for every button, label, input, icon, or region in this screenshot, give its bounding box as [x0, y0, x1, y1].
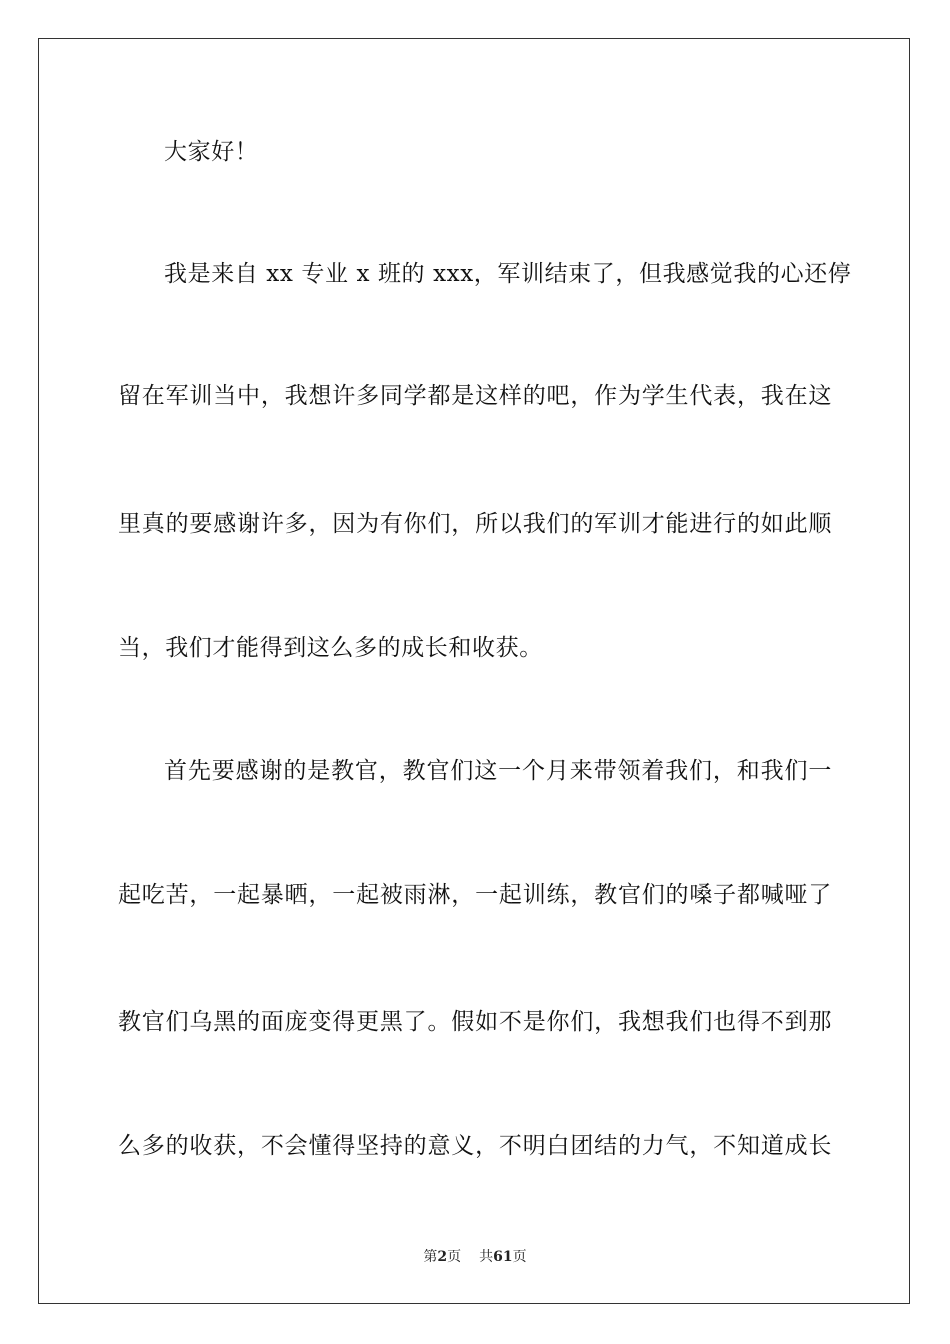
page-total-suffix: 页 [512, 1249, 527, 1265]
page-border [38, 38, 910, 1304]
paragraph-1-line-1: 我是来自 xx 专业 x 班的 xxx，军训结束了，但我感觉我的心还停 [164, 261, 852, 287]
paragraph-1-line-3: 里真的要感谢许多，因为有你们，所以我们的军训才能进行的如此顺 [118, 511, 832, 537]
page-total-prefix: 共 [479, 1249, 494, 1265]
page-number-current: 2 [437, 1249, 448, 1265]
page-total-count: 61 [493, 1249, 513, 1265]
page-number-suffix: 页 [447, 1249, 462, 1265]
paragraph-2-line-4: 么多的收获，不会懂得坚持的意义，不明白团结的力气，不知道成长 [118, 1133, 832, 1159]
paragraph-1-line-4: 当，我们才能得到这么多的成长和收获。 [118, 635, 543, 661]
paragraph-2-line-1: 首先要感谢的是教官，教官们这一个月来带领着我们，和我们一 [164, 758, 832, 784]
paragraph-1-line-2: 留在军训当中，我想许多同学都是这样的吧，作为学生代表，我在这 [118, 383, 832, 409]
paragraph-2-line-3: 教官们乌黑的面庞变得更黑了。假如不是你们，我想我们也得不到那 [118, 1009, 832, 1035]
greeting-line: 大家好！ [164, 139, 259, 165]
page-footer [0, 1248, 950, 1266]
page-number-prefix: 第 [423, 1249, 438, 1265]
paragraph-2-line-2: 起吃苦，一起暴晒，一起被雨淋，一起训练，教官们的嗓子都喊哑了 [118, 882, 832, 908]
